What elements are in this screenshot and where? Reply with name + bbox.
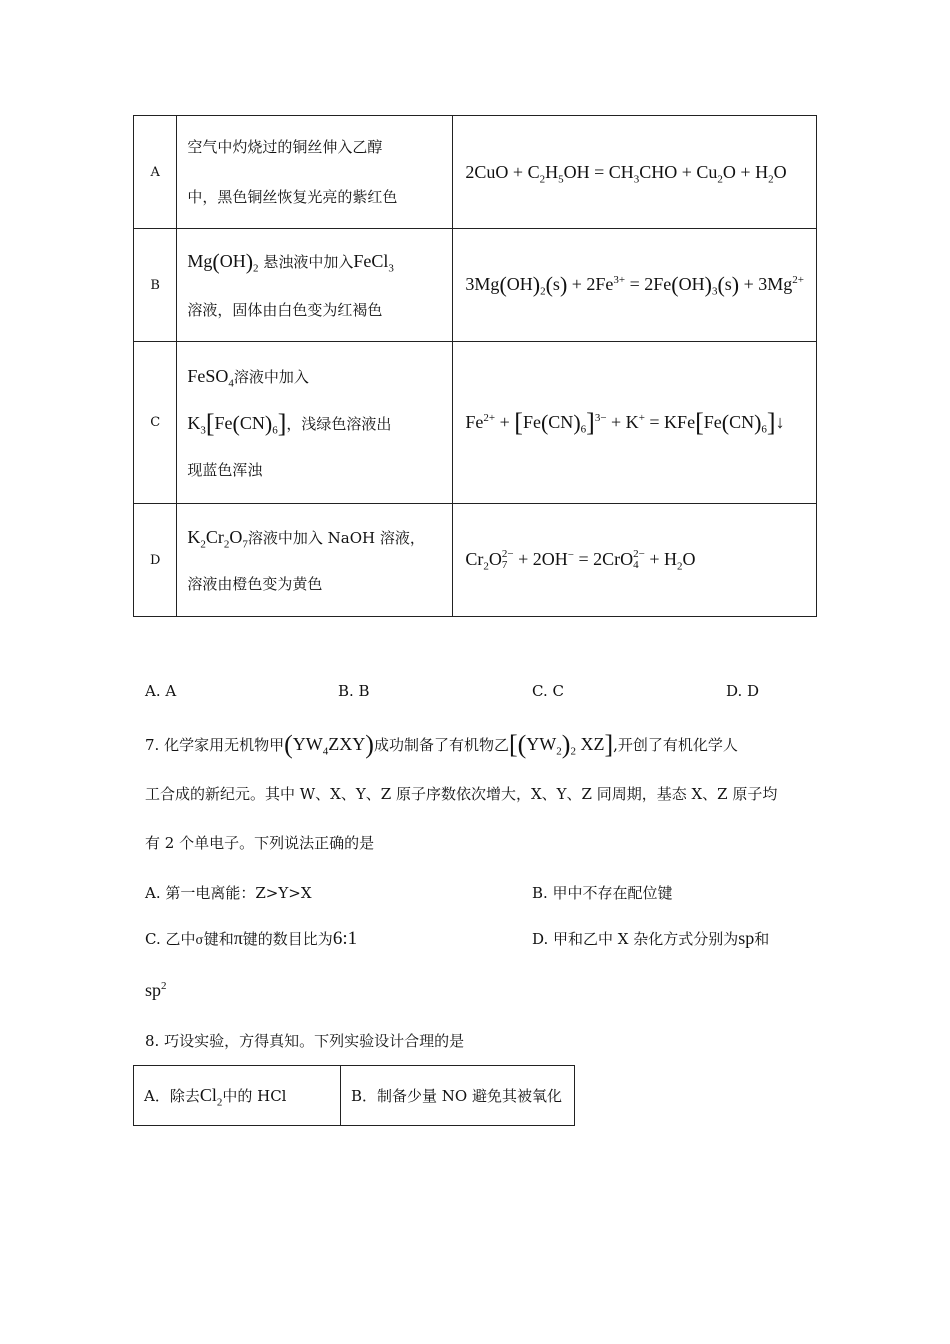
- q7-option-d: D. 甲和乙中 X 杂化方式分别为sp和: [532, 928, 770, 948]
- row-equation: [453, 342, 817, 504]
- ratio-value: 6:1: [332, 928, 358, 949]
- table-row: [134, 116, 817, 229]
- formula-feso4: FeSO$_4$: [187, 365, 234, 390]
- pi-symbol: π: [233, 928, 243, 948]
- row-description: 空气中灼烧过的铜丝伸入乙醇 中，黑色铜丝恢复光亮的紫红色: [177, 116, 453, 229]
- q6-option-b: B. B: [338, 682, 370, 700]
- row-equation: [453, 504, 817, 617]
- formula-jia: $(YW_4ZXY)$: [284, 730, 374, 759]
- row-equation: [453, 116, 817, 229]
- row-label: D: [134, 504, 177, 617]
- row-label: B: [134, 229, 177, 342]
- equation-c: $Fe^{2+} + [Fe(CN)_6]^{3-} + K^+$ = $KFe[Fe(CN)_6]↓$: [465, 407, 785, 437]
- table-row: [134, 342, 817, 504]
- q8-stem: 8. 巧设实验，方得真知。下列实验设计合理的是: [145, 1032, 465, 1050]
- formula-mgoh2: $Mg(OH)_2$: [187, 248, 259, 275]
- table-row: [134, 504, 817, 617]
- q7-stem-line2: 工合成的新纪元。其中 W、X、Y、Z 原子序数依次增大，X、Y、Z 同周期，基态 X、Z 原子均: [145, 785, 778, 803]
- formula-k2cr2o7: $K_2Cr_2O_7$: [187, 526, 248, 551]
- sigma-symbol: σ: [195, 933, 204, 947]
- row-description: $K_2Cr_2O_7$溶液中加入 NaOH 溶液， 溶液由橙色变为黄色: [177, 504, 453, 617]
- q6-option-d: D. D: [726, 682, 760, 700]
- row-description: $Mg(OH)_2$ 悬浊液中加入FeCl$_3$ 溶液，固体由白色变为红褐色: [177, 229, 453, 342]
- row-equation: [453, 229, 817, 342]
- q6-option-c: C. C: [532, 682, 564, 700]
- equation-d: $Cr_2O$ 2− 7 + 2OH− = 2CrO 2− 4 + $H_2O$: [465, 548, 696, 573]
- q8-table: [133, 1065, 575, 1126]
- q8-cell-b: B．制备少量 NO 避免其被氧化: [341, 1066, 575, 1126]
- q6-option-a: A. A: [145, 682, 177, 700]
- formula-k3fecn6: $K_3[Fe(CN)_6]$: [187, 408, 287, 438]
- row-label: A: [134, 116, 177, 229]
- q7-stem-line3: 有 2 个单电子。下列说法正确的是: [145, 834, 375, 852]
- table-row: [134, 1066, 575, 1126]
- equation-b: $3Mg(OH)_2(s) + 2Fe^{3+} = 2Fe(OH)_3(s) + 3Mg^{2+}$: [465, 272, 804, 298]
- formula-fecl3: FeCl$_3$: [353, 250, 394, 275]
- q7-option-a: A. 第一电离能：Z>Y>X: [145, 884, 312, 902]
- formula-yi: [$(YW_2)_2$ XZ]: [508, 730, 614, 759]
- q7-option-b: B. 甲中不存在配位键: [532, 884, 673, 902]
- q7-stem-line1: 7. 化学家用无机物甲$(YW_4ZXY)$成功制备了有机物乙[$(YW_2)_2$ XZ],开创了有机化学人: [145, 730, 738, 759]
- row-description: FeSO$_4$溶液中加入 $K_3[Fe(CN)_6]$，浅绿色溶液出 现蓝色浑浊: [177, 342, 453, 504]
- q7-option-d-sp2: $sp^2$: [145, 980, 167, 1000]
- row-label: C: [134, 342, 177, 504]
- table-row: [134, 229, 817, 342]
- q8-cell-a: A．除去$Cl_2$中的 HCl: [134, 1066, 341, 1126]
- formula-cl2: $Cl_2$: [199, 1085, 223, 1109]
- q7-option-c: C. 乙中σ键和π键的数目比为6:1: [145, 928, 358, 949]
- equation-a: $2CuO + C_2H_5OH = CH_3CHO + Cu_2O + H_2O$: [465, 161, 787, 186]
- q6-table: [133, 115, 817, 617]
- sp-label: sp: [738, 928, 755, 948]
